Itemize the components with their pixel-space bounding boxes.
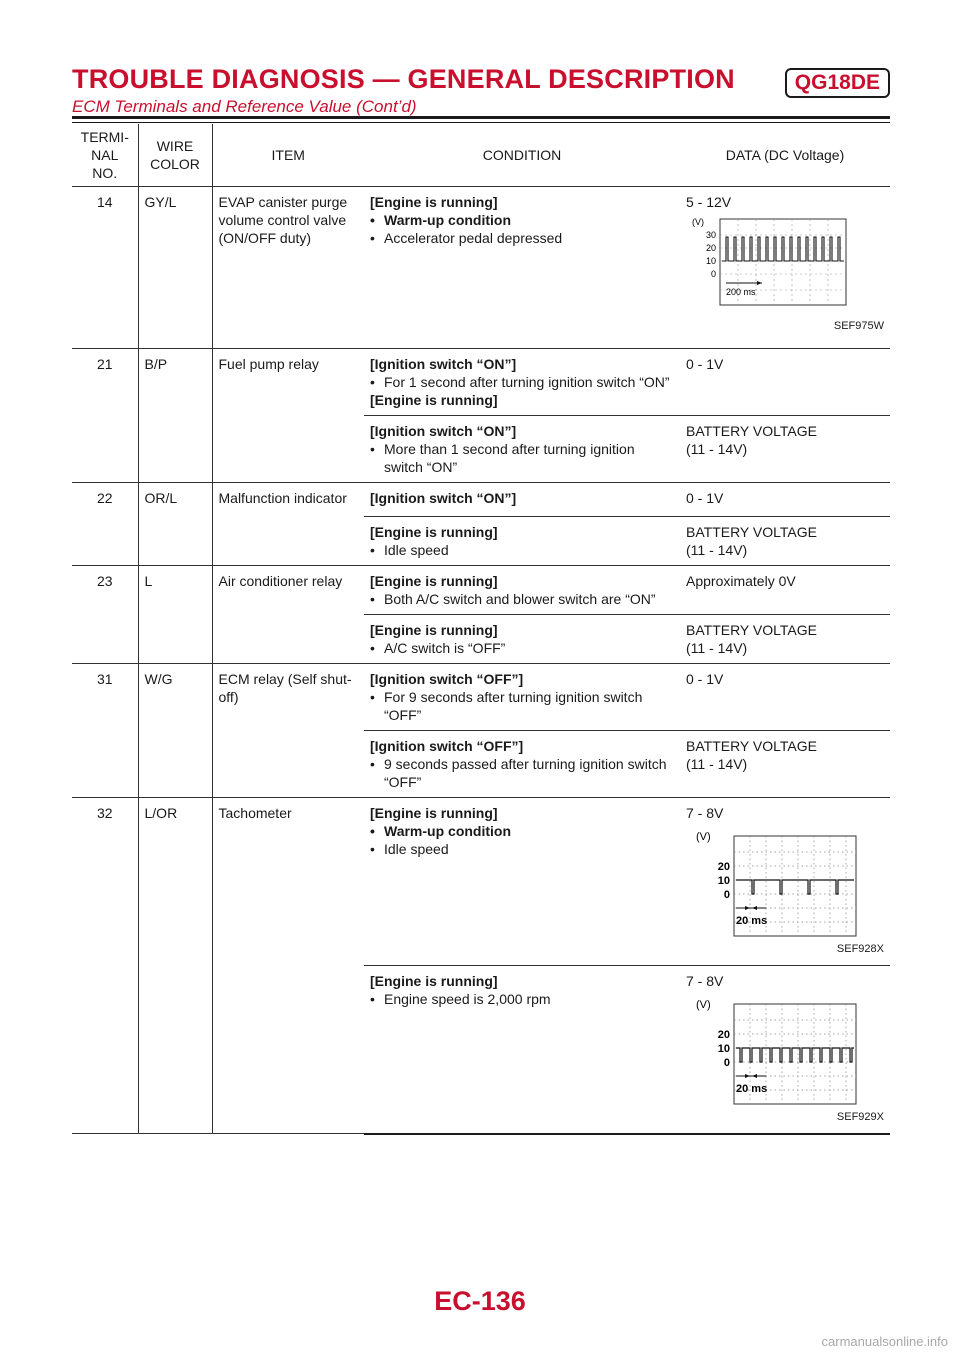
tick-label: 10 <box>717 1043 730 1055</box>
terminal-no: 31 <box>72 664 138 798</box>
condition-cell <box>364 966 680 1134</box>
data-value: 0 - 1V <box>680 349 890 416</box>
header-rule-thin <box>72 122 890 123</box>
waveform-idle-graph <box>690 826 860 938</box>
condition-heading: [Engine is running] <box>370 973 498 989</box>
condition-bullet: • Idle speed <box>370 541 674 559</box>
condition-cell <box>364 664 680 731</box>
condition-cell <box>364 731 680 798</box>
tick-label: 20 <box>717 1029 730 1041</box>
waveform-200ms-graph <box>690 215 850 315</box>
condition-cell <box>364 187 680 349</box>
condition-bullet: • For 1 second after turning ignition switch “ON” <box>370 373 674 391</box>
table-row <box>72 566 890 615</box>
tick-label: 0 <box>710 269 716 279</box>
ecm-terminal-table <box>72 124 890 1135</box>
table-header-row <box>72 124 890 187</box>
wire-color: L <box>138 566 212 664</box>
tick-label: 0 <box>723 1057 730 1069</box>
page-title: TROUBLE DIAGNOSIS — GENERAL DESCRIPTION <box>72 64 735 94</box>
data-cell <box>680 798 890 966</box>
terminal-no: 14 <box>72 187 138 349</box>
table-row <box>72 483 890 517</box>
condition-bullet: • Warm-up condition <box>370 822 674 840</box>
data-value: 7 - 8V <box>686 805 724 821</box>
table-row <box>72 349 890 416</box>
condition-heading: [Engine is running] <box>370 524 498 540</box>
header-condition: CONDITION <box>364 124 680 187</box>
page-header <box>72 64 890 117</box>
condition-bullet: • Accelerator pedal depressed <box>370 229 674 247</box>
condition-heading: [Engine is running] <box>370 622 498 638</box>
waveform-trace <box>736 1048 854 1062</box>
data-value: Approximately 0V <box>680 566 890 615</box>
table-row <box>72 664 890 731</box>
condition-heading: [Engine is running] <box>370 573 498 589</box>
condition-heading: [Engine is running] <box>370 392 498 408</box>
waveform-trace <box>736 880 854 894</box>
tick-label: 20 <box>717 861 730 873</box>
wire-color: L/OR <box>138 798 212 1134</box>
tick-label: 0 <box>723 889 730 901</box>
waveform-timebase: 20 ms <box>736 1083 768 1095</box>
data-value: 0 - 1V <box>680 483 890 517</box>
condition-heading: [Ignition switch “ON”] <box>370 423 517 439</box>
waveform-2000rpm-graph <box>690 994 860 1106</box>
wire-color: OR/L <box>138 483 212 566</box>
waveform-unit: (V) <box>696 999 711 1011</box>
terminal-no: 21 <box>72 349 138 483</box>
condition-bullet: • For 9 seconds after turning ignition switch “OFF” <box>370 688 674 724</box>
data-value: BATTERY VOLTAGE (11 - 14V) <box>680 731 890 798</box>
waveform-trace <box>722 237 844 261</box>
item-name: Air conditioner relay <box>212 566 364 664</box>
table-row <box>72 798 890 966</box>
condition-cell <box>364 483 680 517</box>
header-wire-color: WIRE COLOR <box>138 124 212 187</box>
item-name: Malfunction indicator <box>212 483 364 566</box>
data-value: BATTERY VOLTAGE (11 - 14V) <box>680 615 890 664</box>
condition-heading: [Ignition switch “ON”] <box>370 490 517 506</box>
header-item: ITEM <box>212 124 364 187</box>
condition-cell <box>364 566 680 615</box>
condition-bullet: • A/C switch is “OFF” <box>370 639 674 657</box>
data-value: BATTERY VOLTAGE (11 - 14V) <box>680 517 890 566</box>
waveform-unit: (V) <box>696 831 711 843</box>
condition-heading: [Engine is running] <box>370 194 498 210</box>
terminal-no: 23 <box>72 566 138 664</box>
condition-bullet: • Both A/C switch and blower switch are “ON” <box>370 590 674 608</box>
terminal-no: 32 <box>72 798 138 1134</box>
data-cell <box>680 966 890 1134</box>
condition-heading: [Ignition switch “ON”] <box>370 356 517 372</box>
waveform-unit: (V) <box>692 217 704 227</box>
condition-cell <box>364 798 680 966</box>
figure-reference: SEF975W <box>833 320 884 332</box>
item-name: ECM relay (Self shut-off) <box>212 664 364 798</box>
condition-cell <box>364 416 680 483</box>
tick-label: 10 <box>705 256 716 266</box>
header-terminal-no: TERMI- NAL NO. <box>72 124 138 187</box>
page-number: EC-136 <box>434 1286 526 1316</box>
engine-code-badge: QG18DE <box>785 68 890 98</box>
condition-heading: [Engine is running] <box>370 805 498 821</box>
data-value: 5 - 12V <box>686 194 732 210</box>
condition-bullet: • 9 seconds passed after turning ignition switch “OFF” <box>370 755 674 791</box>
waveform-timebase: 20 ms <box>736 915 768 927</box>
tick-label: 20 <box>705 243 716 253</box>
header-rule <box>72 116 890 119</box>
footer-watermark: carmanualsonline.info <box>821 1334 948 1349</box>
wire-color: GY/L <box>138 187 212 349</box>
condition-cell <box>364 517 680 566</box>
condition-cell <box>364 615 680 664</box>
condition-bullet: • Engine speed is 2,000 rpm <box>370 990 674 1008</box>
tick-label: 10 <box>717 875 730 887</box>
table-row <box>72 187 890 349</box>
data-value: 0 - 1V <box>680 664 890 731</box>
item-name: EVAP canister purge volume control valve (ON/OFF duty) <box>212 187 364 349</box>
wire-color: B/P <box>138 349 212 483</box>
condition-bullet: • Warm-up condition <box>370 211 674 229</box>
item-name: Tachometer <box>212 798 364 1134</box>
data-cell <box>680 187 890 349</box>
data-value: BATTERY VOLTAGE (11 - 14V) <box>680 416 890 483</box>
condition-cell <box>364 349 680 416</box>
condition-bullet: • Idle speed <box>370 840 674 858</box>
terminal-no: 22 <box>72 483 138 566</box>
condition-bullet: • More than 1 second after turning ignition switch “ON” <box>370 440 674 476</box>
page-subtitle: ECM Terminals and Reference Value (Cont’d) <box>72 97 417 116</box>
header-data: DATA (DC Voltage) <box>680 124 890 187</box>
waveform-timebase: 200 ms <box>726 287 756 297</box>
wire-color: W/G <box>138 664 212 798</box>
condition-heading: [Ignition switch “OFF”] <box>370 671 524 687</box>
data-value: 7 - 8V <box>686 973 724 989</box>
tick-label: 30 <box>705 230 716 240</box>
item-name: Fuel pump relay <box>212 349 364 483</box>
figure-reference: SEF929X <box>836 1111 884 1123</box>
condition-heading: [Ignition switch “OFF”] <box>370 738 524 754</box>
figure-reference: SEF928X <box>836 943 884 955</box>
